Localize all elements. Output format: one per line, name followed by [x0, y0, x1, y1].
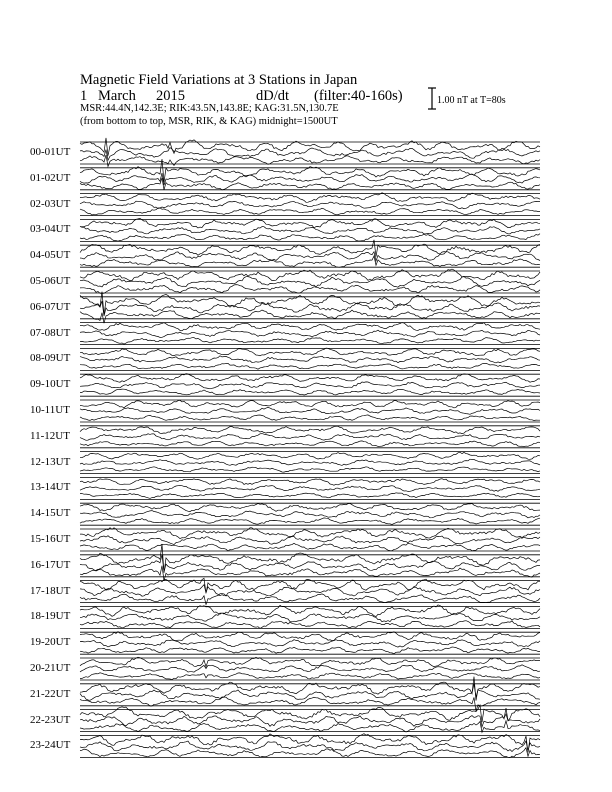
row-label: 03-04UT [30, 223, 71, 236]
trace-kag [80, 240, 540, 257]
row-label: 02-03UT [30, 197, 71, 210]
trace-kag [80, 452, 540, 459]
trace-rik [80, 201, 540, 209]
row-label: 15-16UT [30, 533, 71, 545]
row-label: 07-08UT [30, 326, 71, 339]
trace-rik [80, 665, 540, 672]
trace-msr [80, 389, 540, 395]
trace-msr [80, 518, 540, 525]
row-label: 01-02UT [30, 171, 71, 184]
row-label: 16-17UT [30, 558, 71, 571]
trace-msr [80, 748, 540, 758]
row-label: 08-09UT [30, 352, 71, 365]
trace-msr [80, 208, 540, 215]
trace-msr [80, 310, 540, 323]
chart-title: Magnetic Field Variations at 3 Stations in Japan [80, 72, 358, 88]
trace-rik [80, 640, 540, 647]
trace-layer [80, 138, 540, 758]
row-label: 20-21UT [30, 662, 71, 674]
trace-rik [80, 173, 540, 185]
trace-msr [80, 285, 540, 294]
scale-bar-label: 1.00 nT at T=80s [437, 95, 506, 106]
row-label: 18-19UT [30, 610, 71, 623]
row-label: 17-18UT [30, 584, 71, 597]
row-label: 23-24UT [30, 739, 71, 752]
trace-msr [80, 467, 540, 472]
trace-kag [80, 218, 540, 228]
trace-kag [80, 503, 540, 511]
trace-kag [80, 348, 540, 356]
trace-kag [80, 292, 540, 315]
trace-kag [80, 426, 540, 433]
trace-kag [80, 323, 540, 331]
trace-msr [80, 363, 540, 369]
trace-msr [80, 673, 540, 680]
trace-rik [80, 356, 540, 363]
trace-rik [80, 459, 540, 465]
trace-kag [80, 138, 540, 156]
trace-msr [80, 697, 540, 711]
trace-rik [80, 536, 540, 545]
trace-rik [80, 382, 540, 389]
trace-rik [80, 434, 540, 441]
row-label: 11-12UT [30, 429, 70, 442]
trace-msr [80, 178, 540, 190]
scale-bar [428, 88, 436, 109]
trace-msr [80, 338, 540, 345]
date-year: 2015 [156, 88, 185, 104]
row-label: 19-20UT [30, 636, 71, 649]
trace-kag [80, 374, 540, 383]
trace-rik [80, 511, 540, 518]
trace-msr [80, 234, 540, 241]
trace-rik [80, 277, 540, 288]
trace-msr [80, 155, 540, 166]
row-label: 06-07UT [30, 300, 71, 313]
date-filter-line [80, 89, 403, 104]
row-label: 14-15UT [30, 507, 71, 520]
trace-rik [80, 585, 540, 597]
trace-rik [80, 613, 540, 622]
trace-msr [80, 721, 540, 733]
trace-msr [80, 493, 540, 499]
trace-rik [80, 741, 540, 752]
row-label: 04-05UT [30, 249, 71, 262]
trace-rik [80, 252, 540, 261]
row-label: 05-06UT [30, 275, 71, 287]
trace-kag [80, 400, 540, 408]
station-coordinates: MSR:44.4N,142.3E; RIK:43.5N,143.8E; KAG:31.5N,130.7E [80, 103, 339, 114]
trace-msr [80, 543, 540, 551]
date-day: 1 [80, 88, 88, 104]
row-label: 12-13UT [30, 455, 71, 468]
row-label: 21-22UT [30, 687, 71, 700]
quantity-label: dD/dt [256, 88, 290, 104]
trace-rik [80, 226, 540, 234]
trace-kag [80, 705, 540, 722]
trace-order-note: (from bottom to top, MSR, RIK, & KAG) midnight=1500UT [80, 116, 338, 127]
row-label: 09-10UT [30, 378, 71, 391]
trace-rik [80, 330, 540, 337]
trace-kag [80, 657, 540, 666]
row-label: 00-01UT [30, 146, 71, 158]
trace-rik [80, 301, 540, 316]
trace-rik [80, 148, 540, 161]
trace-msr [80, 647, 540, 654]
trace-kag [80, 193, 540, 203]
trace-kag [80, 734, 540, 753]
date-month: March [98, 88, 136, 104]
trace-msr [80, 566, 540, 581]
trace-msr [80, 441, 540, 447]
row-label: 13-14UT [30, 481, 71, 494]
filter-label: (filter:40-160s) [314, 88, 403, 104]
trace-kag [80, 479, 540, 486]
row-label: 22-23UT [30, 713, 71, 726]
trace-rik [80, 486, 540, 492]
trace-msr [80, 415, 540, 421]
trace-kag [80, 632, 540, 641]
row-label: 10-11UT [30, 404, 70, 416]
trace-msr [80, 256, 540, 267]
trace-msr [80, 621, 540, 629]
trace-rik [80, 407, 540, 414]
